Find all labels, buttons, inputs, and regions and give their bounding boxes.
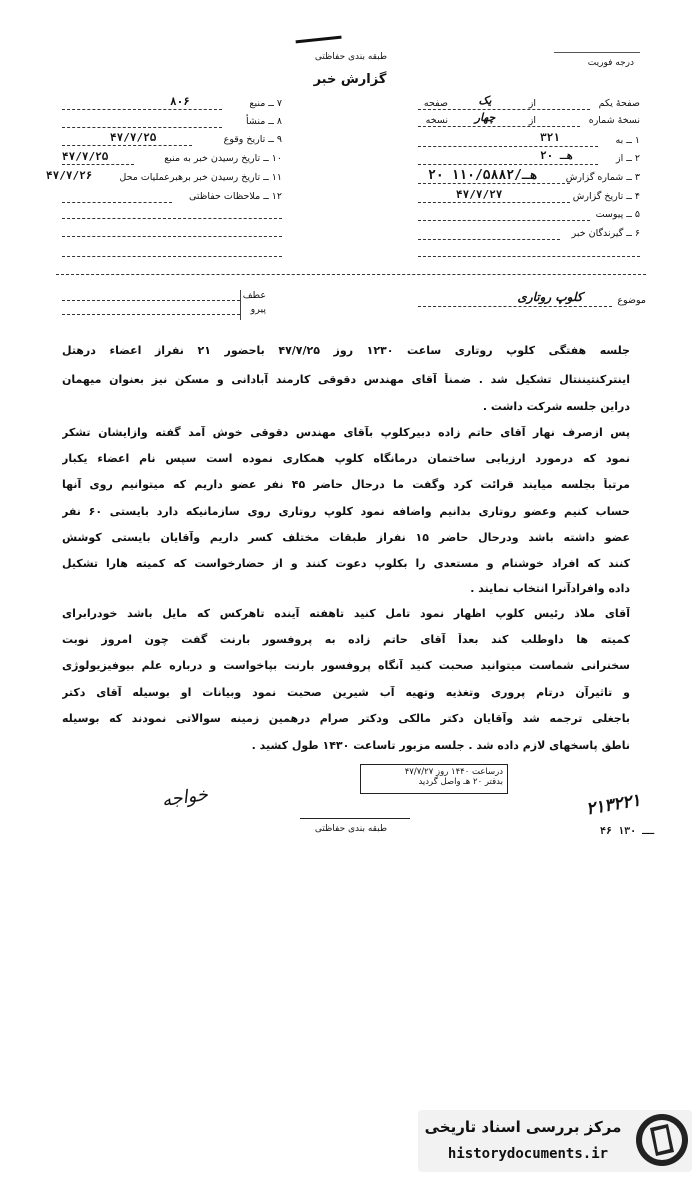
- body-line-6: مرتباً بجلسه میایند قرائت کرد وگفت ما درحال حاضر ۴۵ نفر عضو داریم که میتوانیم روی آنها: [62, 478, 630, 491]
- received-stamp-line-1: درساعت ۱۴۴۰ روز ۴۷/۷/۲۷: [404, 767, 503, 777]
- archive-logo-icon: [634, 1112, 690, 1168]
- field-recipients-label: ۶ ــ گیرندگان خبر: [571, 228, 640, 239]
- field-source-value: ۸۰۶: [170, 95, 190, 108]
- body-line-8: عضو داشته باشد ودرحال حاضر ۱۵ نفراز طبقات مختلف کسر داریم وآقایان بایستی کوشش: [62, 531, 630, 544]
- page-line: [418, 109, 590, 110]
- field-security-notes-label: ۱۲ ــ ملاحظات حفاظتی: [188, 191, 282, 202]
- subject-label: موضوع: [617, 295, 646, 306]
- priority-underline: [554, 52, 640, 53]
- received-stamp-line-2: بدفتر ۲۰ هـ واصل گردید: [418, 777, 503, 787]
- subject-value: کلوپ روتاری: [517, 290, 583, 304]
- field-news-to-source-line: [62, 164, 134, 165]
- field-attachment-line: [418, 220, 590, 221]
- received-stamp: [360, 764, 508, 794]
- field-security-notes-line: [62, 202, 172, 203]
- field-attachment-label: ۵ ــ پیوست: [595, 209, 640, 220]
- copy-suffix: نسخه: [425, 115, 448, 126]
- field-recipients-line-2: [418, 256, 640, 257]
- body-line-16: ناطق پاسخهای لازم داده شد . جلسه مزبور تاساعت ۱۴۳۰ طول کشید .: [251, 739, 630, 752]
- body-line-14: و تاثیرآن درتام پروری وتغذیه وتهیه آب شیرین صحبت نمود وبیانات او بوسیله آقای دکتر: [62, 686, 630, 699]
- field-report-date-line: [418, 202, 570, 203]
- field-news-to-ops-value: ۴۷/۷/۲۶: [46, 169, 93, 182]
- archive-logo-svg: [634, 1112, 690, 1168]
- body-line-13: سخنرانی شماست میتوانید صحبت کنید آنگاه پروفسور بارنت بپاخواست و درباره علم بیوفیزیولوژی: [62, 659, 630, 672]
- watermark-latin: historydocuments.ir: [447, 1146, 609, 1162]
- subject-aside-line: [62, 300, 240, 301]
- field-recipients-line: [418, 239, 560, 240]
- body-line-9: کنند که افراد خوشنام و مستعدی را بکلوپ دعوت کنند و از حضارخواست که کمیته هارا تشکیل: [62, 557, 630, 570]
- reference-number-2: ۴۶ ــ ۱۳۰: [600, 826, 655, 837]
- body-line-3: دراین جلسه شرکت داشت .: [482, 400, 630, 413]
- field-security-notes-line-4: [62, 256, 282, 257]
- header-classification: طبقه بندی حفاظتی: [314, 52, 388, 62]
- body-line-4: پس ازصرف نهار آقای حاتم زاده دبیرکلوپ بآقای مهندس دقوقی خوش آمد گفته وازایشان تشکر: [62, 426, 630, 439]
- followup-label: پیرو: [250, 304, 266, 315]
- header-divider: [56, 274, 646, 276]
- page-label: صفحهٔ یکم: [598, 98, 640, 109]
- field-source-label: ۷ ــ منبع: [249, 98, 282, 109]
- field-origin-label: ۸ ــ منشأ: [245, 116, 282, 127]
- page-suffix: صفحه: [423, 98, 448, 109]
- field-source-line: [62, 109, 222, 110]
- body-line-5: نمود که درمورد ارزیابی ساختمان درمانگاه کلوپ همکاری نموده است سپس نام اعضاء یکبار: [62, 452, 630, 465]
- reference-number-1: ۲۱۳۲۲۱: [584, 790, 643, 820]
- field-from-line: [418, 164, 598, 165]
- signature: خواجه: [160, 783, 210, 812]
- reference-label: عطف: [242, 290, 266, 301]
- copy-of-value: چهار: [474, 111, 496, 124]
- field-security-notes-line-3: [62, 236, 282, 237]
- field-occurrence-date-line: [62, 145, 192, 146]
- body-line-7: حساب کنیم وعضو روتاری بدانیم واضافه نمود کلوپ روتاری روی سازمانیکه دارد بایستی ۶۰ نفر: [62, 505, 630, 518]
- field-occurrence-date-label: ۹ ــ تاریخ وقوع: [223, 134, 282, 145]
- field-report-number-label: ۳ ــ شماره گزارش: [565, 172, 640, 183]
- page-of-label: از: [528, 98, 536, 109]
- field-from-label: ۲ ــ از: [616, 153, 640, 164]
- field-news-to-ops-label: ۱۱ ــ تاریخ رسیدن خبر برهبرعملیات محل: [119, 172, 282, 183]
- subject-line: [418, 306, 612, 307]
- priority-label: درجه فوریت: [587, 58, 634, 68]
- field-to-value: ۳۲۱: [540, 131, 560, 144]
- field-report-number-value: ۲۰ هـ/۱۱۰/۵۸۸۲: [428, 168, 538, 183]
- body-line-2: اینترکنتیننتال تشکیل شد . ضمناً آقای مهندس دقوقی کارمند آبادانی و مسکن نیز بعنوان میهمان: [62, 373, 630, 386]
- footer-classification: طبقه بندی حفاظتی: [314, 824, 388, 834]
- field-to-line: [418, 146, 598, 147]
- copy-number-label: نسخهٔ شماره: [588, 115, 640, 126]
- watermark-persian: مرکز بررسی اسناد تاریخی: [424, 1118, 622, 1136]
- copy-of-label: از: [528, 115, 536, 126]
- page-of-value: یک: [478, 94, 492, 107]
- field-report-number-line: [418, 183, 570, 184]
- top-scribble-mark: [296, 36, 343, 52]
- field-to-label: ۱ ــ به: [615, 135, 640, 146]
- field-origin-line: [62, 127, 222, 128]
- field-report-date-label: ۴ ــ تاریخ گزارش: [572, 191, 640, 202]
- field-news-to-source-value: ۴۷/۷/۲۵: [62, 150, 109, 163]
- body-line-11: آقای ملاذ رئیس کلوپ اظهار نمود تامل کنید تاهفته آینده تاهرکس که مایل باشد خودرابرای: [62, 607, 630, 620]
- field-report-date-value: ۴۷/۷/۲۷: [456, 188, 503, 201]
- body-line-10: داده وافرادآنرا انتخاب نمایند .: [470, 582, 630, 595]
- subject-aside-rule: [240, 290, 241, 320]
- field-security-notes-line-2: [62, 218, 282, 219]
- copy-line: [418, 126, 580, 127]
- footer-rule: [300, 818, 410, 819]
- field-from-value: ۲۰ هـ: [540, 149, 574, 162]
- field-occurrence-date-value: ۴۷/۷/۲۵: [110, 131, 157, 144]
- field-news-to-source-label: ۱۰ ــ تاریخ رسیدن خبر به منبع: [164, 153, 282, 164]
- document-title: گزارش خبر: [313, 72, 387, 87]
- body-line-1: جلسه هفتگی کلوپ روتاری ساعت ۱۲۳۰ روز ۴۷/۷/۲۵ باحضور ۲۱ نفراز اعضاء درهتل: [62, 344, 630, 357]
- subject-aside-line-2: [62, 314, 240, 315]
- body-line-15: باجغلی ترجمه شد وآقایان دکتر مالکی ودکتر صرام درهمین زمینه سوالاتی نمودند که بوسیله: [62, 712, 630, 725]
- body-line-12: کمیته ها داوطلب کند بعداً آقای حاتم زاده به پروفسور بارنت گفت چون امروز نوبت: [62, 633, 630, 646]
